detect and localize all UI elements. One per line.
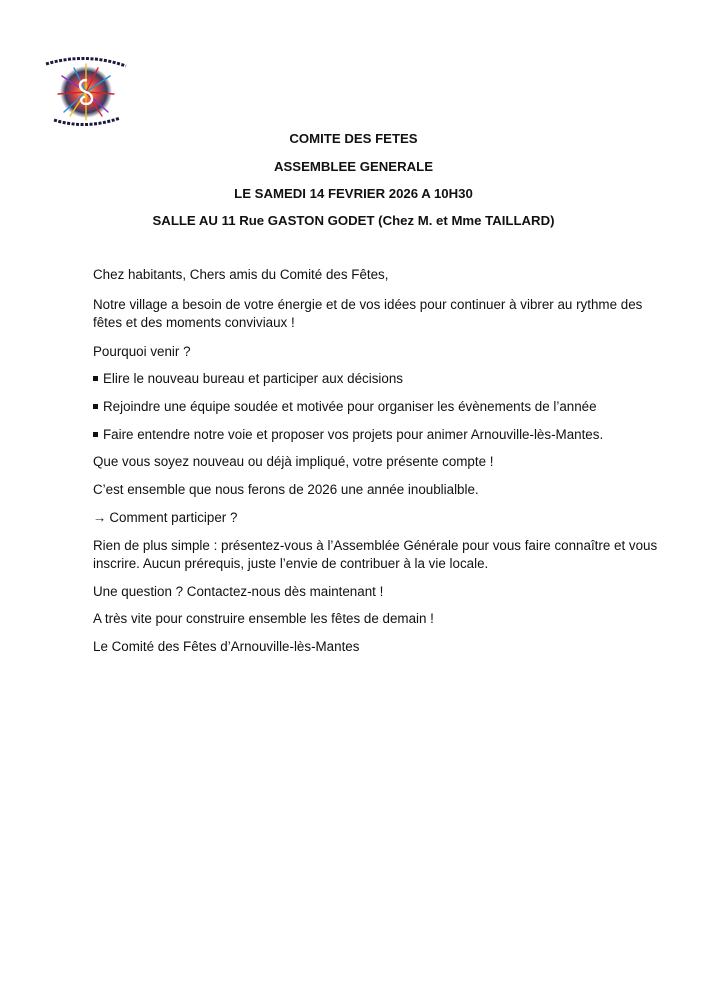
together-2026: C’est ensemble que nous ferons de 2026 une année inoublialble. [93, 482, 479, 497]
contact-line: Une question ? Contactez-nous dès maintenant ! [93, 584, 384, 599]
bullet-item [93, 426, 673, 444]
see-you-line: A très vite pour construire ensemble les fêtes de demain ! [93, 611, 434, 626]
bullet-item [93, 398, 673, 416]
how-to-participate [93, 509, 673, 527]
event-location: SALLE AU 11 Rue GASTON GODET (Chez M. et Mme TAILLARD) [152, 213, 555, 228]
everyone-counts: Que vous soyez nouveau ou déjà impliqué, votre présente compte ! [93, 454, 494, 469]
signature: Le Comité des Fêtes d’Arnouville-lès-Mantes [93, 639, 360, 654]
bullet-text: Faire entendre notre voie et proposer vos projets pour animer Arnouville-lès-Mantes. [103, 427, 604, 442]
intro-paragraph: Notre village a besoin de votre énergie et de vos idées pour continuer à vibrer au rythme des fêtes et des moments conviviaux ! [93, 297, 643, 330]
committee-logo [40, 50, 132, 130]
fireworks-logo-icon [40, 50, 132, 130]
arrow-right-icon: → [93, 510, 107, 525]
bullet-square-icon [93, 432, 98, 437]
title-general-assembly: ASSEMBLEE GENERALE [273, 159, 433, 174]
event-date: LE SAMEDI 14 FEVRIER 2026 A 10H30 [234, 186, 473, 201]
bullet-text: Rejoindre une équipe soudée et motivée pour organiser les évènements de l’année [103, 399, 597, 414]
why-question: Pourquoi venir ? [93, 344, 191, 359]
bullet-square-icon [93, 376, 98, 381]
how-label: Comment participer ? [109, 510, 238, 525]
greeting: Chez habitants, Chers amis du Comité des Fêtes, [93, 267, 389, 282]
bullet-square-icon [93, 404, 98, 409]
bullet-item [93, 370, 673, 388]
title-committee: COMITE DES FETES [289, 131, 418, 146]
bullet-text: Elire le nouveau bureau et participer aux décisions [103, 371, 403, 386]
simple-paragraph: Rien de plus simple : présentez-vous à l’Assemblée Générale pour vous faire connaître et vous inscrire. Aucun prérequis, juste l’envie de contribuer à la vie locale. [93, 538, 658, 571]
